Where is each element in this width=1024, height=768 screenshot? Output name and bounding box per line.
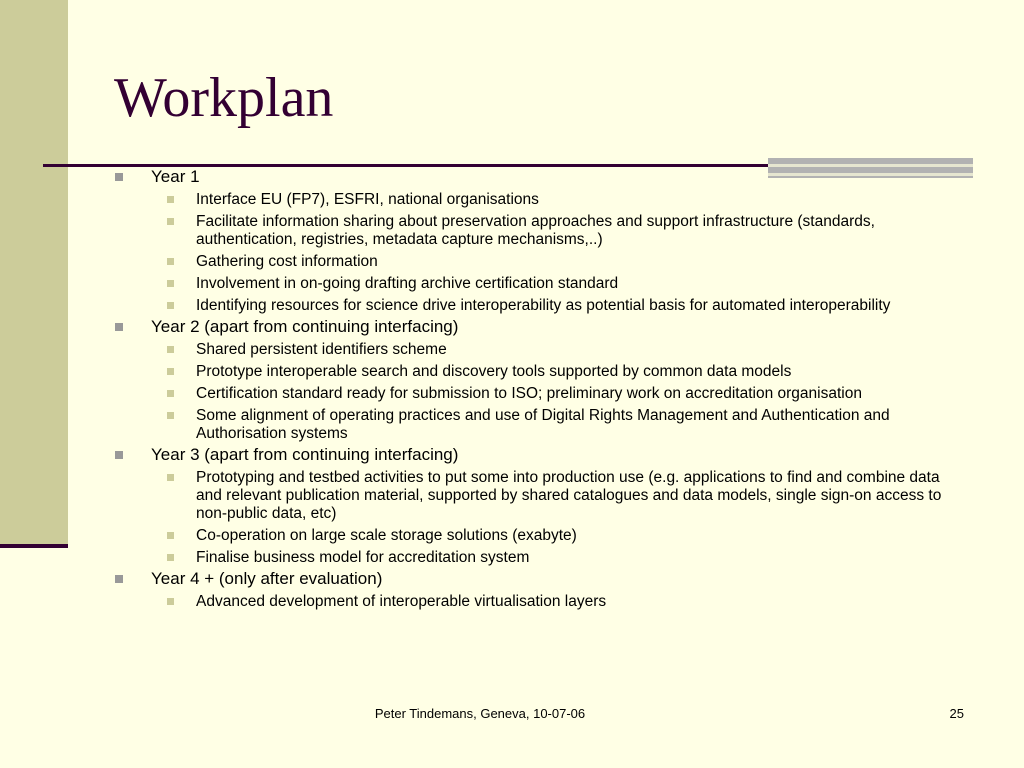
sub-bullet-text: Prototype interoperable search and discovery tools supported by common data models	[196, 363, 792, 380]
sub-bullet-text: Interface EU (FP7), ESFRI, national organisations	[196, 191, 539, 208]
sub-bullet	[114, 407, 944, 443]
sub-bullet-text: Finalise business model for accreditation system	[196, 549, 530, 566]
square-bullet-icon	[167, 280, 174, 287]
sub-bullet	[114, 363, 944, 381]
bullet-year-1	[114, 167, 944, 187]
bullet-year-3	[114, 445, 944, 465]
sub-bullet	[114, 593, 944, 611]
square-bullet-icon	[115, 451, 123, 459]
square-bullet-icon	[115, 575, 123, 583]
sub-bullet	[114, 549, 944, 567]
bullet-year-4	[114, 569, 944, 589]
sub-bullet-text: Prototyping and testbed activities to put some into production use (e.g. applications to find and combine data and relevant publication material, supported by shared catalogues and data models, single sign-on access to non-public data, etc)	[196, 469, 942, 522]
sub-bullet-text: Shared persistent identifiers scheme	[196, 341, 447, 358]
bullet-text: Year 3 (apart from continuing interfacing)	[151, 445, 459, 464]
square-bullet-icon	[167, 474, 174, 481]
sub-bullet	[114, 469, 944, 523]
square-bullet-icon	[167, 346, 174, 353]
bullet-text: Year 4 + (only after evaluation)	[151, 569, 383, 588]
side-band-rule	[0, 544, 68, 548]
sub-bullet-text: Facilitate information sharing about preservation approaches and support infrastructure (standards, authentication, registries, metadata capture mechanisms,..)	[196, 213, 875, 248]
sub-bullet	[114, 213, 944, 249]
slide-footer: Peter Tindemans, Geneva, 10-07-06	[374, 706, 586, 721]
square-bullet-icon	[167, 412, 174, 419]
sub-bullet	[114, 341, 944, 359]
slide-title: Workplan	[114, 67, 334, 129]
sub-bullet-text: Advanced development of interoperable virtualisation layers	[196, 593, 607, 610]
sub-bullet-text: Certification standard ready for submission to ISO; preliminary work on accreditation organisation	[196, 385, 862, 402]
square-bullet-icon	[167, 532, 174, 539]
bullet-list	[114, 165, 944, 611]
square-bullet-icon	[167, 196, 174, 203]
bullet-year-2	[114, 317, 944, 337]
sub-bullet-text: Identifying resources for science drive interoperability as potential basis for automated interoperability	[196, 297, 891, 314]
sub-bullet-text: Gathering cost information	[196, 253, 378, 270]
square-bullet-icon	[167, 554, 174, 561]
square-bullet-icon	[167, 598, 174, 605]
square-bullet-icon	[167, 390, 174, 397]
bullet-text: Year 1	[151, 167, 200, 186]
sub-bullet-text: Involvement in on-going drafting archive certification standard	[196, 275, 619, 292]
sub-bullet	[114, 275, 944, 293]
sub-bullet-text: Co-operation on large scale storage solutions (exabyte)	[196, 527, 577, 544]
bullet-text: Year 2 (apart from continuing interfacing)	[151, 317, 459, 336]
side-band	[0, 0, 68, 545]
square-bullet-icon	[167, 302, 174, 309]
square-bullet-icon	[115, 323, 123, 331]
sub-bullet	[114, 297, 944, 315]
square-bullet-icon	[167, 258, 174, 265]
square-bullet-icon	[167, 218, 174, 225]
sub-bullet-text: Some alignment of operating practices and use of Digital Rights Management and Authentication and Authorisation systems	[196, 407, 890, 442]
sub-bullet	[114, 253, 944, 271]
square-bullet-icon	[167, 368, 174, 375]
sub-bullet	[114, 191, 944, 209]
sub-bullet	[114, 527, 944, 545]
page-number: 25	[949, 706, 964, 721]
square-bullet-icon	[115, 173, 123, 181]
sub-bullet	[114, 385, 944, 403]
